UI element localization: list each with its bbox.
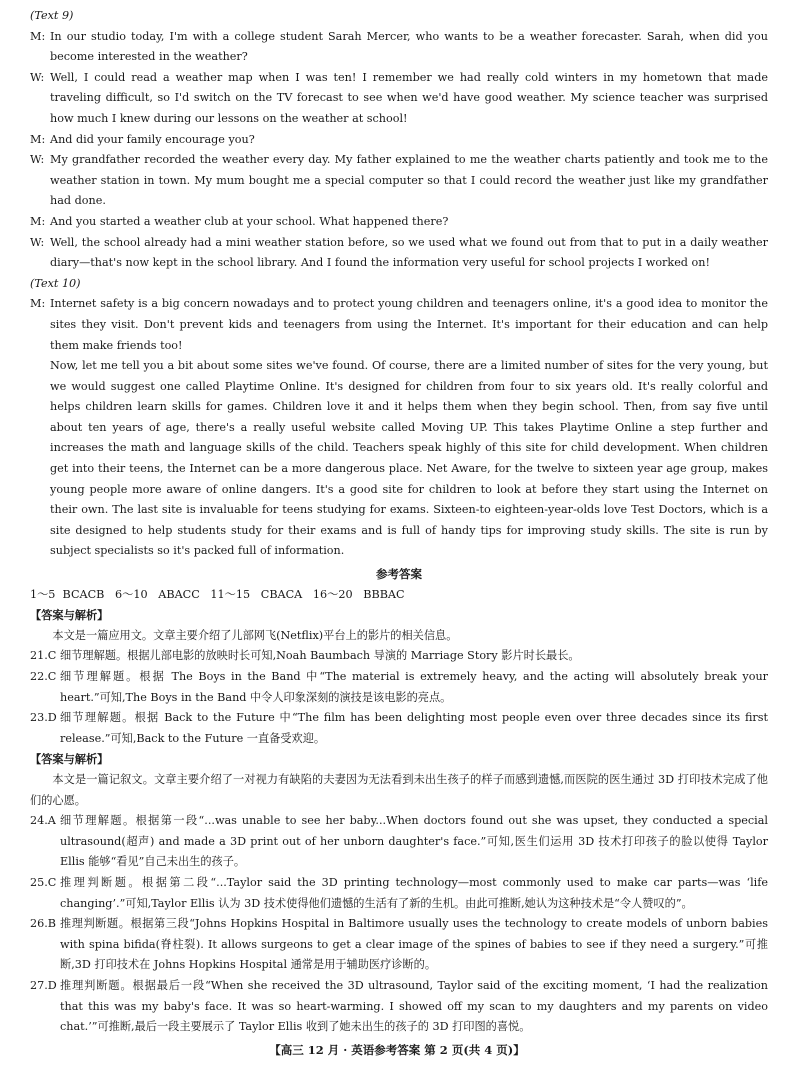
item-number: 24.A xyxy=(30,814,56,828)
section-a-heading: 【答案与解析】 xyxy=(30,608,109,623)
speaker: W: xyxy=(30,235,45,249)
item-number: 25.C xyxy=(30,875,57,889)
dialogue-text: My grandfather recorded the weather every day. My father explained to me the weather charts patiently and took me to the weather station in town. My mum bought me a special computer so that I could record the weather just like my grandfather had done. xyxy=(50,153,768,208)
answer-item xyxy=(30,914,768,976)
dialogue-line xyxy=(30,27,768,68)
item-number: 27.D xyxy=(30,978,57,992)
speaker: W: xyxy=(30,70,45,84)
answer-item xyxy=(30,873,768,914)
item-text: 推理判断题。根据第三段“Johns Hopkins Hospital in Baltimore usually uses the technology to create models of unborn babies with spina bifida(脊柱裂). It allows surgeons to get a clear image of the spines of babies to see if they need a surgery.”可推断,3D 打印技术在 Johns Hopkins Hospital 通常是用于辅助医疗诊断的。 xyxy=(60,917,768,972)
text10-paragraph-2: Now, let me tell you a bit about some sites we've found. Of course, there are a limited number of sites for the very young, but we would suggest one called Playtime Online. It's designed for children from four to six years old. It's really colorful and helps children learn skills for games. Children love it and it helps them when they begin school. Then, from say five until about ten years of age, there's a really useful website called Moving UP. This takes Playtime Online a step further and increases the math and language skills of the child. Teachers speak highly of this site for child development. When children get into their teens, the Internet can be a more dangerous place. Net Aware, for the twelve to sixteen year age group, makes young people more aware of online dangers. It's a good site for children to look at before they start using the Internet on their own. The last site is invaluable for teens studying for exams. Sixteen-to eighteen-year-olds love Test Doctors, which is a site designed to help students study for their exams and is full of handy tips for improving study skills. The site is run by subject specialists so it's packed full of information. xyxy=(50,359,768,558)
answer-item xyxy=(30,708,768,749)
item-text: 细节理解题。根据 Back to the Future 中“The film has been delighting most people even over three decades since its first release.”可知,Back to the Future 一直备受欢迎。 xyxy=(60,711,768,745)
dialogue-line xyxy=(30,150,768,212)
section-b-intro: 本文是一篇记叙文。文章主要介绍了一对视力有缺陷的夫妻因为无法看到未出生孩子的样子而感到遗憾,而医院的医生通过 3D 打印技术完成了他们的心愿。 xyxy=(30,772,768,807)
dialogue-line xyxy=(30,212,768,233)
dialogue-line xyxy=(30,130,768,151)
section-b-heading: 【答案与解析】 xyxy=(30,752,109,767)
speaker: W: xyxy=(30,153,45,167)
text10-paragraph-1: Internet safety is a big concern nowadays and to protect young children and teenagers online, it's a good idea to monitor the sites they visit. Don't prevent kids and teenagers from using the Internet. It's important for their education and can help them make friends too! xyxy=(50,297,768,352)
answer-item xyxy=(30,667,768,708)
speaker: M: xyxy=(30,297,46,311)
text9-dialogue xyxy=(30,27,768,274)
item-number: 23.D xyxy=(30,711,57,725)
item-text: 细节理解题。根据儿部电影的放映时长可知,Noah Baumbach 导演的 Marriage Story 影片时长最长。 xyxy=(60,649,580,663)
answer-keys: 1～5 BCACB 6～10 ABACC 11～15 CBACA 16～20 BBBAC xyxy=(30,587,405,601)
speaker: M: xyxy=(30,29,46,43)
section-a-intro: 本文是一篇应用文。文章主要介绍了儿部网飞(Netflix)平台上的影片的相关信息。 xyxy=(52,628,458,642)
dialogue-line xyxy=(30,294,768,356)
speaker: M: xyxy=(30,214,46,228)
dialogue-line xyxy=(30,68,768,130)
dialogue-text: Well, I could read a weather map when I was ten! I remember we had really cold winters in my hometown that made traveling difficult, so I'd switch on the TV forecast to see when we'd have good weather. My science teacher was surprised how much I knew during our lessons on the weather at school! xyxy=(50,70,768,125)
dialogue-text: And did your family encourage you? xyxy=(50,132,255,146)
dialogue-line xyxy=(30,233,768,274)
item-text: 细节理解题。根据第一段“...was unable to see her baby...When doctors found out she was upset, they conducted a special ultrasound(超声) and made a 3D print out of her unborn daughter's face.”可知,医生们运用 3D 技术打印孩子的脸以使得 Taylor Ellis 能够“看见”自己未出生的孩子。 xyxy=(60,814,768,869)
item-text: 细节理解题。根据 The Boys in the Band 中“The material is extremely heavy, and the acting will absolutely break your heart.”可知,The Boys in the Band 中令人印象深刻的演技是该电影的亮点。 xyxy=(60,670,768,704)
answer-item xyxy=(30,976,768,1038)
dialogue-text: And you started a weather club at your school. What happened there? xyxy=(50,214,449,228)
answer-item xyxy=(30,811,768,873)
dialogue-text: In our studio today, I'm with a college student Sarah Mercer, who wants to be a weather forecaster. Sarah, when did you become interested in the weather? xyxy=(50,29,768,64)
answer-item xyxy=(30,646,768,667)
speaker: M: xyxy=(30,132,46,146)
page-footer: 【高三 12 月 · 英语参考答案 第 2 页(共 4 页)】 xyxy=(269,1043,525,1058)
item-number: 22.C xyxy=(30,670,57,683)
item-number: 26.B xyxy=(30,917,57,931)
item-text: 推理判断题。根据第二段“...Taylor said the 3D printing technology—most commonly used to make car parts—was ‘life changing’.”可知,Taylor Ellis 认为 3D 技术使得他们遗憾的生活有了新的生机。由此可推断,她认为这种技术是“令人赞叹的”。 xyxy=(60,875,768,910)
item-number: 21.C xyxy=(30,649,57,663)
text9-label: (Text 9) xyxy=(30,9,74,22)
answer-title: 参考答案 xyxy=(376,567,422,582)
text10-label: (Text 10) xyxy=(30,276,81,290)
item-text: 推理判断题。根据最后一段“When she received the 3D ultrasound, Taylor said of the exciting moment, ‘I had the realization that this was my baby's face. It was so heart-warming. I showed off my scan to my daughters and my parents on video chat.’”可推断,最后一段主要展示了 Taylor Ellis 收到了她未出生的孩子的 3D 打印图的喜悦。 xyxy=(60,978,768,1034)
dialogue-text: Well, the school already had a mini weather station before, so we used what we found out from that to put in a daily weather diary—that's now kept in the school library. And I found the information very useful for school projects I worked on! xyxy=(50,235,768,270)
